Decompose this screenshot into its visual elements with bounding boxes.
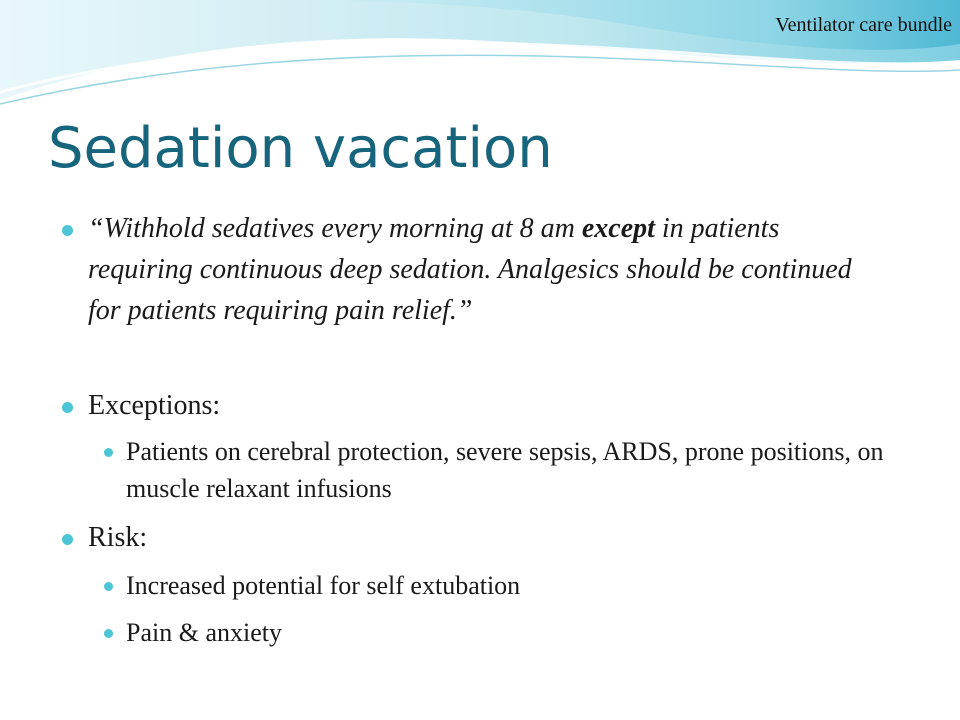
quote-close-mark: ” [456,295,473,326]
bullet-dot-quote [62,225,73,236]
quote-text-part1: Withhold sedatives every morning at 8 am [103,213,582,244]
header-label: Ventilator care bundle [775,14,952,36]
quote-emphasis: except [581,213,655,244]
sub-bullet-dot-risk-2 [104,629,113,638]
bullet-dot-exceptions [62,402,73,413]
sub-bullet-dot-exception-1 [104,448,113,457]
bullet-dot-risk [62,534,73,545]
risk-item-2: Pain & anxiety [126,618,282,647]
slide-title: Sedation vacation [48,116,553,181]
quote-open-mark: “ [88,213,104,244]
risk-item-1: Increased potential for self extubation [126,571,521,600]
sub-bullet-dot-risk-1 [104,582,113,591]
quote-text-part2: in patients requiring continuous deep sedation. Analgesics should be continued for patients requiring pain relief. [88,213,852,326]
exception-item-1: Patients on cerebral protection, severe sepsis, ARDS, prone positions, on muscle relaxant infusions [126,437,884,503]
bullet-quote [88,208,888,331]
bullet-exceptions-label: Exceptions: [88,390,221,421]
bullet-risk-label: Risk: [88,522,148,553]
